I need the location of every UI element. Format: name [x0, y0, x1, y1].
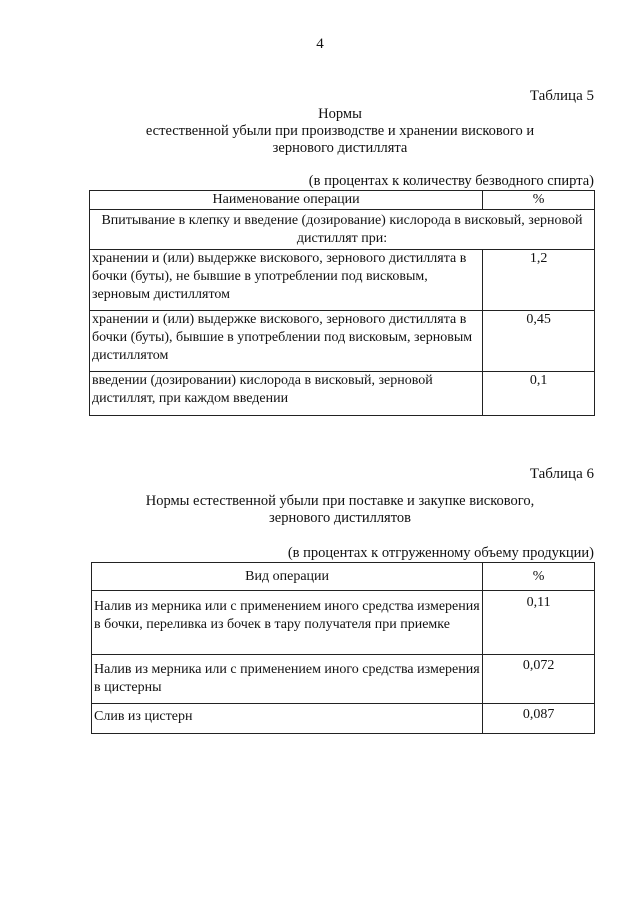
table5-title-line3: зернового дистиллята [272, 140, 408, 156]
table5-row-percent: 1,2 [483, 250, 595, 311]
table6-col-operation: Вид операции [92, 563, 483, 591]
table6-header-row [92, 563, 595, 591]
table5-title-line2: естественной убыли при производстве и хранении вискового и [145, 123, 535, 139]
table5-title-line1: Нормы [318, 106, 362, 122]
table6-title-line2: зернового дистиллятов [269, 510, 411, 526]
table6-col-percent: % [483, 563, 595, 591]
table6-row-percent: 0,072 [483, 655, 595, 704]
table5-col-percent: % [483, 191, 595, 210]
table-row [90, 372, 595, 416]
table5-section-row [90, 210, 595, 250]
table5-col-operation: Наименование операции [90, 191, 483, 210]
table5-row-operation: введении (дозировании) кислорода в висковый, зерновой дистиллят, при каждом введении [90, 372, 483, 416]
table6-title [90, 493, 590, 527]
table6-row-percent: 0,11 [483, 591, 595, 655]
table-row [90, 250, 595, 311]
table6 [91, 562, 595, 734]
page-number: 4 [316, 36, 324, 52]
table5-section: Впитывание в клепку и введение (дозирование) кислорода в висковый, зерновой дистиллят при: [90, 210, 595, 250]
table6-row-operation: Слив из цистерн [92, 704, 483, 734]
table6-row-operation: Налив из мерника или с применением иного средства измерения в бочки, переливка из бочек в тару получателя при приемке [92, 591, 483, 655]
table5-row-operation: хранении и (или) выдержке вискового, зернового дистиллята в бочки (буты), бывшие в употреблении под висковым, зерновым дистиллятом [90, 311, 483, 372]
table-row [92, 704, 595, 734]
table6-title-line1: Нормы естественной убыли при поставке и закупке вискового, [145, 493, 535, 509]
table-row [92, 591, 595, 655]
table5 [89, 190, 595, 416]
table-row [90, 311, 595, 372]
table6-row-operation: Налив из мерника или с применением иного средства измерения в цистерны [92, 655, 483, 704]
table6-row-percent: 0,087 [483, 704, 595, 734]
table6-unit-note: (в процентах к отгруженному объему продукции) [287, 545, 594, 561]
table5-unit-note: (в процентах к количеству безводного спирта) [308, 173, 594, 189]
table5-label: Таблица 5 [529, 88, 594, 104]
table5-row-percent: 0,45 [483, 311, 595, 372]
table5-title [90, 106, 590, 157]
table5-row-percent: 0,1 [483, 372, 595, 416]
table-row [92, 655, 595, 704]
table5-row-operation: хранении и (или) выдержке вискового, зернового дистиллята в бочки (буты), не бывшие в употреблении под висковым, зерновым дистиллятом [90, 250, 483, 311]
table5-header-row [90, 191, 595, 210]
table6-label: Таблица 6 [529, 466, 594, 482]
